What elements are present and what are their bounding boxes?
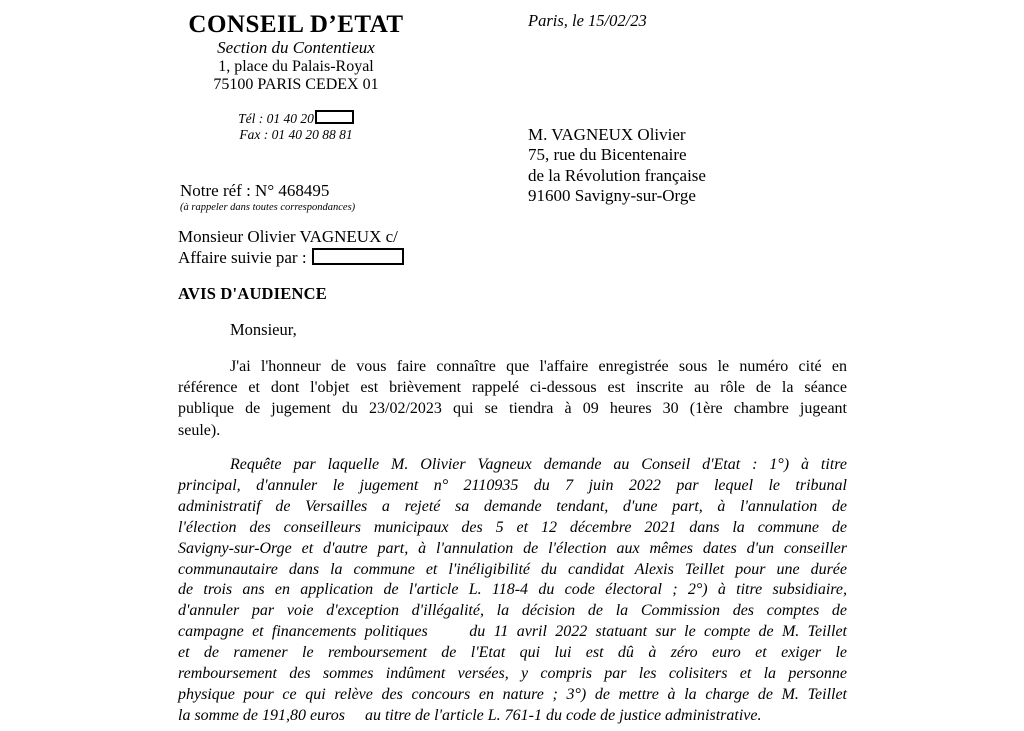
paragraph-line: la somme de 191,80 euros au titre de l'article L. 761-1 du code de justice administrative. (178, 706, 762, 724)
paragraph-line: de trois ans en application de l'article L. 118-4 du code électoral ; 2°) à titre subsidiaire, (178, 581, 847, 599)
sender-organization: CONSEIL D’ETAT (188, 11, 404, 38)
tel-label: Tél : 01 40 20 (238, 111, 314, 126)
paragraph-line: communautaire dans la commune et l'inéligibilité du candidat Alexis Teillet pour une durée (178, 560, 847, 578)
paragraph-line: physique pour ce qui relève des concours en nature ; 3°) de mettre à la charge de M. Teillet (178, 685, 847, 703)
handler-label: Affaire suivie par : (178, 248, 307, 267)
handler-redaction-box (312, 248, 404, 265)
sender-address-line1: 1, place du Palais-Royal (218, 58, 374, 75)
recipient-block (528, 125, 706, 207)
case-block (178, 226, 404, 268)
salutation: Monsieur, (230, 320, 297, 339)
recipient-address-line2: de la Révolution française (528, 165, 706, 185)
reference-note: (à rappeler dans toutes correspondances) (180, 202, 356, 213)
notice-heading: AVIS D'AUDIENCE (178, 284, 327, 303)
recipient-address-line1: 75, rue du Bicentenaire (528, 145, 687, 165)
tel-redaction-box (315, 110, 354, 124)
sender-fax-line: Fax : 01 40 20 88 81 (239, 126, 353, 142)
paragraph-line: administratif de Versailles a rejeté sa demande tendant, d'une part, à l'annulation de (178, 497, 847, 515)
sender-section: Section du Contentieux (217, 38, 375, 57)
paragraph-line: J'ai l'honneur de vous faire connaître que l'affaire enregistrée sous le numéro cité en (230, 358, 847, 375)
case-handler-line (178, 247, 404, 268)
sender-tel-line (150, 110, 442, 127)
reference-block (180, 181, 355, 214)
recipient-address-line3: 91600 Savigny-sur-Orge (528, 186, 696, 206)
paragraph-line: d'annuler par voie d'exception d'illégalité, la décision de la Commission des comptes de (178, 602, 847, 620)
paragraph-line: référence et dont l'objet est brièvement rappelé ci-dessous est inscrite au rôle de la séance (178, 379, 847, 397)
date-line: Paris, le 15/02/23 (528, 11, 647, 30)
paragraph-line: et de ramener le remboursement de l'Etat qui lui est dû à zéro euro et exiger le (178, 644, 847, 662)
paragraph-line: principal, d'annuler le jugement n° 2110935 du 7 juin 2022 par lequel le tribunal (178, 476, 847, 494)
paragraph-line: Savigny-sur-Orge et d'autre part, à l'annulation de l'élection aux mêmes dates d'un conseiller (178, 539, 847, 557)
paragraph-line: campagne et financements politiques du 11 avril 2022 statuant sur le compte de M. Teillet (178, 623, 847, 641)
paragraph-hearing-info (178, 356, 847, 441)
sender-block (150, 11, 442, 142)
case-parties: Monsieur Olivier VAGNEUX c/ (178, 227, 398, 246)
paragraph-line: seule). (178, 421, 221, 439)
sender-address-line2: 75100 PARIS CEDEX 01 (213, 76, 379, 93)
paragraph-line: l'élection des conseilleurs municipaux des 5 et 12 décembre 2021 dans la commune de (178, 518, 847, 536)
paragraph-line: remboursement des sommes indûment versées, y compris par les colisiters et la personne (178, 665, 847, 683)
paragraph-line: publique de jugement du 23/02/2023 qui se tiendra à 09 heures 30 (1ère chambre jugeant (178, 400, 847, 418)
paragraph-request-summary (178, 455, 847, 727)
paragraph-line: Requête par laquelle M. Olivier Vagneux demande au Conseil d'Etat : 1°) à titre (230, 456, 847, 473)
recipient-name: M. VAGNEUX Olivier (528, 125, 686, 144)
reference-number: Notre réf : N° 468495 (180, 181, 330, 200)
